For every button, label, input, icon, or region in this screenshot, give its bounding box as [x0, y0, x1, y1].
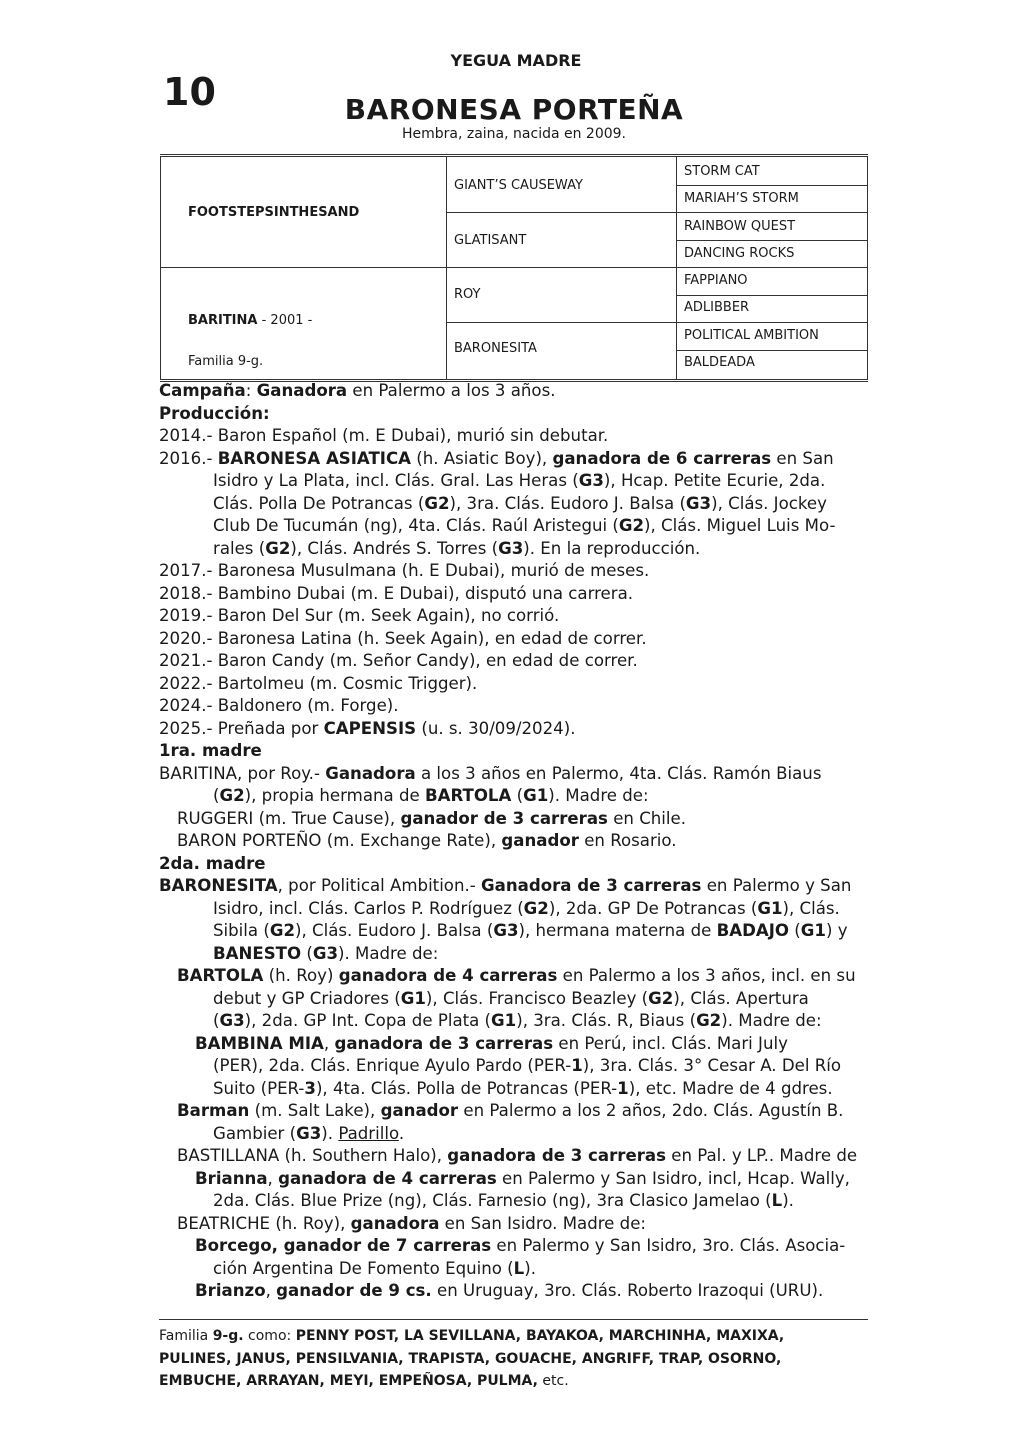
- first-dam-heading: 1ra. madre: [159, 741, 262, 760]
- pedigree-gg-6: ADLIBBER: [684, 300, 750, 315]
- pedigree-gg-4: DANCING ROCKS: [684, 246, 795, 261]
- bastillana-l1: BASTILLANA (h. Southern Halo), ganadora de 3 carreras en Pal. y LP.. Madre de: [177, 1146, 858, 1165]
- first-dam-ruggeri: RUGGERI (m. True Cause), ganador de 3 carreras en Chile.: [177, 808, 687, 828]
- horse-description: [0, 126, 1028, 142]
- barman-l2: Gambier (G3). Padrillo.: [213, 1123, 405, 1143]
- pedigree-rule-q3: [446, 322, 868, 323]
- production-2024: 2024.- Baldonero (m. Forge).: [159, 696, 399, 715]
- catalog-body: [159, 380, 871, 1303]
- bambina-mia-l3: Suito (PER-3), 4ta. Clás. Polla de Potrancas (PER-1), etc. Madre de 4 gdres.: [213, 1078, 833, 1098]
- pedigree-rule-g1: [676, 185, 868, 186]
- first-dam-baron-porteno: BARON PORTEÑO (m. Exchange Rate), ganador en Rosario.: [177, 831, 677, 850]
- bartola-l2: debut y GP Criadores (G1), Clás. Francisco Beazley (G2), Clás. Apertura: [213, 988, 809, 1008]
- pedigree-dam-dam: BARONESITA: [454, 341, 537, 356]
- family-footer: [159, 1325, 869, 1393]
- second-dam-l2: Isidro, incl. Clás. Carlos P. Rodríguez (G2), 2da. GP De Potrancas (G1), Clás.: [213, 898, 840, 918]
- pedigree-sire-sire: GIANT’S CAUSEWAY: [454, 178, 583, 193]
- bartola-l1: BARTOLA (h. Roy) ganadora de 4 carreras en Palermo a los 3 años, incl. en su: [177, 966, 856, 985]
- second-dam-l1: BARONESITA, por Political Ambition.- Ganadora de 3 carreras en Palermo y San: [159, 876, 852, 895]
- footer-rule: [159, 1319, 868, 1320]
- beatriche-l1: BEATRICHE (h. Roy), ganadora en San Isidro. Madre de:: [177, 1213, 647, 1233]
- brianzo-l1: Brianzo, ganador de 9 cs. en Uruguay, 3ro. Clás. Roberto Irazoqui (URU).: [195, 1281, 824, 1300]
- lot-number: 10: [163, 70, 216, 114]
- first-dam-l1: BARITINA, por Roy.- Ganadora a los 3 años en Palermo, 4ta. Clás. Ramón Biaus: [159, 763, 822, 783]
- campaign-line: Campaña: Ganadora en Palermo a los 3 años.: [159, 381, 556, 400]
- pedigree-mid-rule: [160, 267, 868, 268]
- production-2025: 2025.- Preñada por CAPENSIS (u. s. 30/09/2024).: [159, 718, 576, 738]
- bartola-l3: (G3), 2da. GP Int. Copa de Plata (G1), 3ra. Clás. R, Biaus (G2). Madre de:: [213, 1011, 822, 1030]
- barman-l1: Barman (m. Salt Lake), ganador en Palermo a los 2 años, 2do. Clás. Agustín B.: [177, 1101, 844, 1120]
- pedigree-rule-g7: [676, 350, 868, 351]
- second-dam-heading: 2da. madre: [159, 853, 266, 873]
- footer-l2: PULINES, JANUS, PENSILVANIA, TRAPISTA, GOUACHE, ANGRIFF, TRAP, OSORNO,: [159, 1350, 782, 1367]
- pedigree-dam: BARITINA: [188, 313, 258, 328]
- bambina-mia-l1: BAMBINA MIA, ganadora de 3 carreras en Perú, incl. Clás. Mari July: [195, 1033, 788, 1053]
- production-2020: 2020.- Baronesa Latina (h. Seek Again), en edad de correr.: [159, 628, 647, 648]
- pedigree-gg-8: BALDEADA: [684, 355, 755, 370]
- production-2021: 2021.- Baron Candy (m. Señor Candy), en edad de correr.: [159, 651, 638, 670]
- bambina-mia-l2: (PER), 2da. Clás. Enrique Ayulo Pardo (PER-1), 3ra. Clás. 3° Cesar A. Del Río: [213, 1056, 842, 1075]
- campaign-bold: Ganadora: [256, 381, 348, 400]
- footer-l1: Familia 9-g. como: PENNY POST, LA SEVILLANA, BAYAKOA, MARCHINHA, MAXIXA,: [159, 1328, 785, 1344]
- production-label: Producción: [159, 403, 264, 423]
- brianna-l2: 2da. Clás. Blue Prize (ng), Clás. Farnesio (ng), 3ra Clasico Jamelao (L).: [213, 1191, 794, 1210]
- pedigree-rule-g5: [676, 295, 868, 296]
- campaign-label: Campaña: [159, 381, 246, 400]
- pedigree-gg-7: POLITICAL AMBITION: [684, 328, 819, 343]
- production-2016-l4: Club De Tucumán (ng), 4ta. Clás. Raúl Aristegui (G2), Clás. Miguel Luis Mo-: [213, 516, 836, 535]
- pedigree-sire-dam: GLATISANT: [454, 233, 527, 248]
- pedigree-border-left: [160, 157, 161, 379]
- production-2016-l2: Isidro y La Plata, incl. Clás. Gral. Las Heras (G3), Hcap. Petite Ecurie, 2da.: [213, 471, 826, 490]
- pedigree-dam-year: - 2001 -: [261, 313, 313, 328]
- horse-name: [0, 93, 1028, 126]
- second-dam-l4: BANESTO (G3). Madre de:: [213, 943, 439, 963]
- first-dam-l2: (G2), propia hermana de BARTOLA (G1). Madre de:: [213, 786, 649, 805]
- campaign-rest: en Palermo a los 3 años.: [347, 381, 556, 400]
- pedigree-border-right: [867, 157, 868, 379]
- pedigree-sire: FOOTSTEPSINTHESAND: [188, 205, 360, 220]
- footer-l3: EMBUCHE, ARRAYAN, MEYI, EMPEÑOSA, PULMA, etc.: [159, 1373, 569, 1389]
- borcego-l1: Borcego, ganador de 7 carreras en Palermo y San Isidro, 3ro. Clás. Asocia-: [195, 1236, 846, 1255]
- production-2016-l5: rales (G2), Clás. Andrés S. Torres (G3). En la reproducción.: [213, 538, 701, 558]
- pedigree-dam-line: [188, 313, 312, 328]
- horse-name-text: BARONESA PORTEÑA: [344, 93, 684, 126]
- horse-description-text: Hembra, zaina, nacida en 2009.: [401, 126, 627, 142]
- pedigree-rule-g3: [676, 240, 868, 241]
- page-kicker: [0, 51, 1028, 70]
- pedigree-gg-3: RAINBOW QUEST: [684, 219, 796, 234]
- pedigree-divider-1: [446, 157, 447, 379]
- pedigree-rule-q1: [446, 212, 868, 213]
- pedigree-gg-5: FAPPIANO: [684, 273, 748, 288]
- production-2019: 2019.- Baron Del Sur (m. Seek Again), no corrió.: [159, 606, 560, 625]
- pedigree-gg-1: STORM CAT: [684, 164, 760, 179]
- production-2014: 2014.- Baron Español (m. E Dubai), murió sin debutar.: [159, 426, 609, 445]
- production-2016-l3: Clás. Polla De Potrancas (G2), 3ra. Clás. Eudoro J. Balsa (G3), Clás. Jockey: [213, 493, 827, 513]
- production-heading: Producción:: [159, 403, 270, 423]
- production-2018: 2018.- Bambino Dubai (m. E Dubai), disputó una carrera.: [159, 583, 634, 603]
- borcego-l2: ción Argentina De Fomento Equino (L).: [213, 1258, 536, 1278]
- pedigree-family: Familia 9-g.: [188, 354, 264, 369]
- brianna-l1: Brianna, ganadora de 4 carreras en Palermo y San Isidro, incl, Hcap. Wally,: [195, 1168, 850, 1188]
- second-dam-l3: Sibila (G2), Clás. Eudoro J. Balsa (G3), hermana materna de BADAJO (G1) y: [213, 921, 848, 940]
- pedigree-dam-sire: ROY: [454, 287, 481, 302]
- pedigree-divider-2: [676, 157, 677, 379]
- kicker-text: YEGUA MADRE: [450, 51, 582, 70]
- pedigree-gg-2: MARIAH’S STORM: [684, 191, 799, 206]
- pedigree-table: [160, 154, 868, 382]
- production-2016: 2016.- BARONESA ASIATICA (h. Asiatic Boy), ganadora de 6 carreras en San: [159, 448, 834, 468]
- production-2017: 2017.- Baronesa Musulmana (h. E Dubai), murió de meses.: [159, 561, 650, 580]
- production-2022: 2022.- Bartolmeu (m. Cosmic Trigger).: [159, 673, 478, 693]
